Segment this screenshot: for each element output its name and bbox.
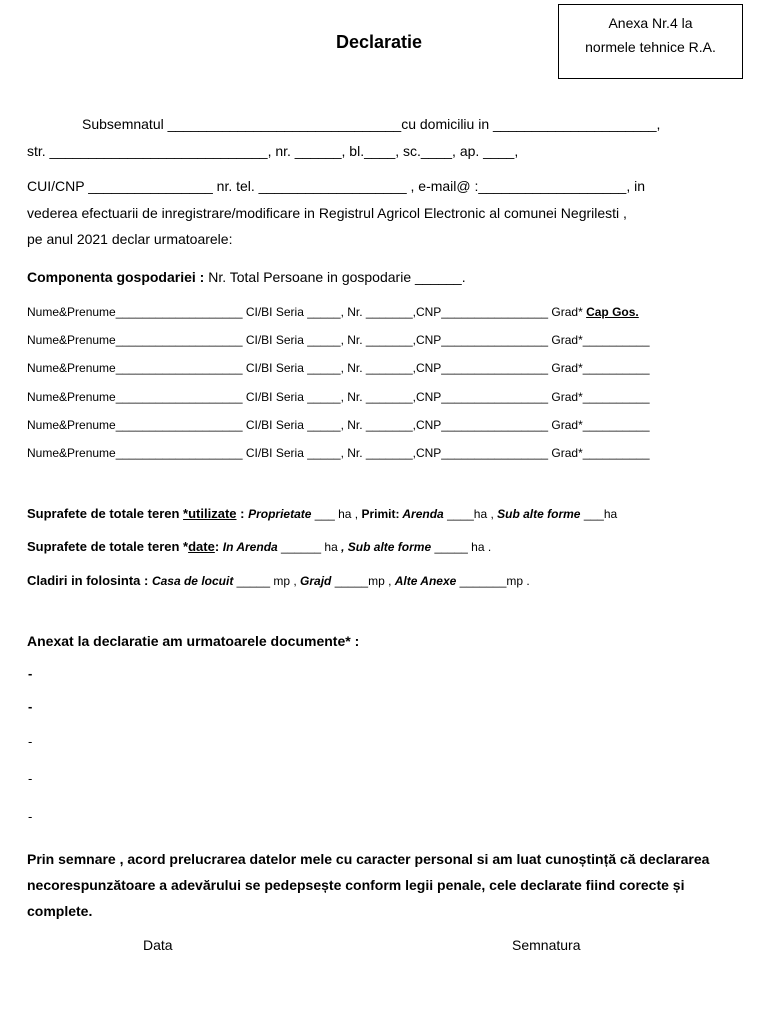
land-own-field: ___ ha , xyxy=(311,507,362,521)
attached-doc-item: - xyxy=(28,699,33,714)
attached-doc-item: - xyxy=(28,771,33,786)
land-given-arenda-label: In Arenda xyxy=(222,540,278,554)
land-other-field: ___ha xyxy=(580,507,618,521)
attached-doc-item: - xyxy=(28,666,33,681)
signature-label: Semnatura xyxy=(512,937,581,953)
buildings-other-field: _______mp . xyxy=(456,574,530,588)
member-row xyxy=(27,333,650,347)
land-given-other-label: , Sub alte forme xyxy=(341,540,432,554)
consent-paragraph: Prin semnare , acord prelucrarea datelor mele cu caracter personal si am luat cunoștință că declararea necorespunzătoare a adevărului se pedepsește conform legii penale, cele declarate fiind corecte și complete. xyxy=(27,851,710,919)
land-primit-label: Primit: xyxy=(361,507,400,521)
buildings-line xyxy=(27,573,530,588)
cap-gos-label: Cap Gos. xyxy=(586,305,639,319)
attached-docs-label: Anexat la declaratie am urmatoarele documente* : xyxy=(27,633,360,649)
buildings-house-field: _____ mp , xyxy=(233,574,301,588)
member-row xyxy=(27,361,650,375)
attached-doc-item: - xyxy=(28,809,33,824)
buildings-stable-label: Grajd xyxy=(300,574,332,588)
land-given-other-field: _____ ha . xyxy=(431,540,492,554)
land-given-label-a: Suprafete de totale teren * xyxy=(27,539,189,554)
attached-doc-item: - xyxy=(28,734,33,749)
intro-line-4: vederea efectuarii de inregistrare/modificare in Registrul Agricol Electronic al comunei Negrilesti , xyxy=(27,205,627,221)
intro-line-3: CUI/CNP ________________ nr. tel. ___________________ , e-mail@ :___________________, in xyxy=(27,178,646,194)
member-row-text: Nume&Prenume___________________ CI/BI Seria _____, Nr. _______,CNP________________ Grad*__________ xyxy=(27,333,650,347)
intro-line-2: str. ____________________________, nr. ______, bl.____, sc.____, ap. ____, xyxy=(27,143,519,159)
land-given-arenda-field: ______ ha xyxy=(277,540,342,554)
page-title: Declaratie xyxy=(336,32,423,52)
land-given-label-u: date xyxy=(188,539,215,554)
land-used-label-a: Suprafete de totale teren xyxy=(27,506,184,521)
member-row-text: Nume&Prenume___________________ CI/BI Seria _____, Nr. _______,CNP________________ Grad*__________ xyxy=(27,446,650,460)
buildings-other-label: Alte Anexe xyxy=(394,574,457,588)
member-row-text: Nume&Prenume___________________ CI/BI Seria _____, Nr. _______,CNP________________ Grad*__________ xyxy=(27,418,650,432)
buildings-stable-field: _____mp , xyxy=(331,574,395,588)
land-arenda-field: ____ha , xyxy=(443,507,498,521)
land-used-label-u: *utilizate xyxy=(183,506,237,521)
intro-line-5: pe anul 2021 declar urmatoarele: xyxy=(27,231,233,247)
annex-line-1: Anexa Nr.4 la xyxy=(608,15,693,31)
intro-line-1: Subsemnatul ______________________________cu domiciliu in _____________________, xyxy=(82,116,661,132)
land-given-label-b: : xyxy=(214,539,223,554)
land-used-line xyxy=(27,506,617,521)
annex-box xyxy=(558,4,743,79)
land-arenda-label: Arenda xyxy=(399,507,444,521)
land-other-label: Sub alte forme xyxy=(497,507,581,521)
member-row xyxy=(27,305,639,319)
buildings-house-label: Casa de locuit xyxy=(151,574,234,588)
member-row-text: Nume&Prenume___________________ CI/BI Seria _____, Nr. _______,CNP________________ Grad*__________ xyxy=(27,390,650,404)
household-total: Nr. Total Persoane in gospodarie ______. xyxy=(204,269,466,285)
buildings-label: Cladiri in folosinta : xyxy=(27,573,152,588)
annex-line-2: normele tehnice R.A. xyxy=(585,39,716,55)
member-row xyxy=(27,390,650,404)
household-line xyxy=(27,269,466,285)
land-used-label-b: : xyxy=(236,506,249,521)
member-row-text: Nume&Prenume___________________ CI/BI Seria _____, Nr. _______,CNP________________ Grad*__________ xyxy=(27,361,650,375)
household-label: Componenta gospodariei : xyxy=(27,269,205,285)
member-row-text: Nume&Prenume___________________ CI/BI Seria _____, Nr. _______,CNP________________ Grad* xyxy=(27,305,583,319)
land-own-label: Proprietate xyxy=(248,507,312,521)
member-row xyxy=(27,446,650,460)
date-label: Data xyxy=(143,937,173,953)
land-given-line xyxy=(27,539,491,554)
member-row xyxy=(27,418,650,432)
